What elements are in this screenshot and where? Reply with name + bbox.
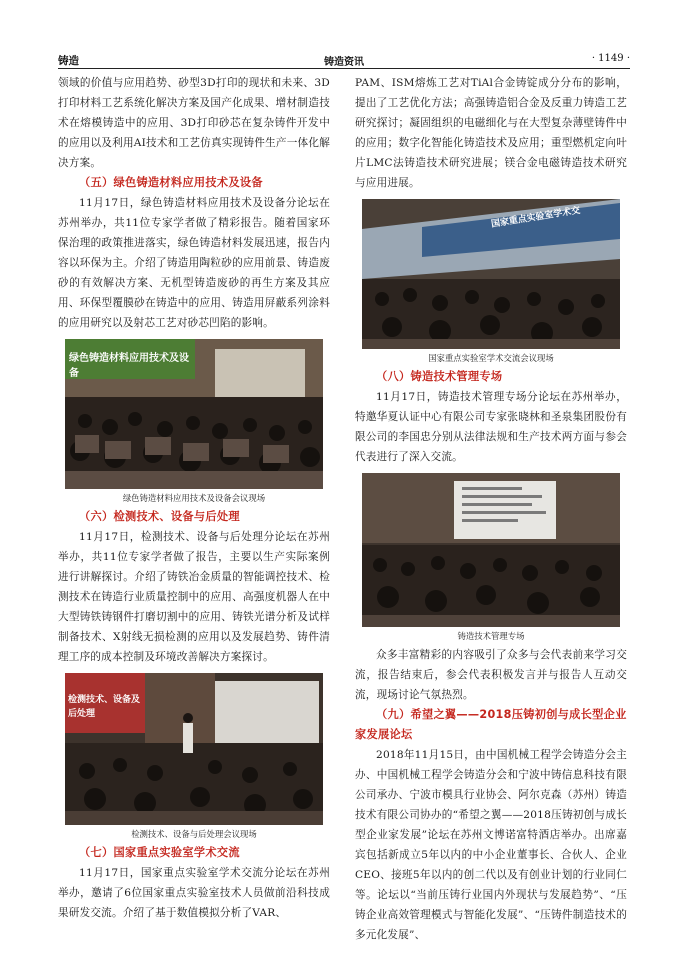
section-7-heading: （七）国家重点实验室学术交流 bbox=[79, 846, 240, 859]
green-materials-photo bbox=[65, 339, 323, 489]
section-5-heading: （五）绿色铸造材料应用技术及设备 bbox=[79, 176, 263, 189]
closing-paragraph: 众多丰富精彩的内容吸引了众多与会代表前来学习交流，报告结束后，参会代表积极发言并与报告人互动交流，现场讨论气氛热烈。 bbox=[355, 649, 627, 701]
running-header bbox=[58, 52, 630, 68]
section-5-body: 11月17日，绿色铸造材料应用技术及设备分论坛在苏州举办，共11位专家学者做了精彩报告。随着国家环保治理的政策推进落实，绿色铸造材料发展迅速，报告内容以环保为主。介绍了铸造用陶粒砂的应用前景、铸造废砂的有效解决方案、无机型铸造废砂的再生方案及其应用、环保型覆膜砂在铸造中的应用、铸造用屏蔽系列涂料的应用研究以及射芯工艺对砂芯凹陷的影响。 bbox=[58, 197, 330, 329]
intro-paragraph: 领域的价值与应用趋势、砂型3D打印的现状和未来、3D打印材料工艺系统化解决方案及国产化成果、增材制造技术在熔模铸造中的应用、3D打印砂芯在复杂铸件开发中的应用以及利用AI技术和工艺仿真实现铸件生产一体化解决方案。 bbox=[58, 77, 330, 169]
right-column bbox=[355, 73, 627, 945]
key-lab-photo bbox=[362, 199, 620, 349]
section-7-continued: PAM、ISM熔炼工艺对TiAl合金铸锭成分分布的影响，提出了工艺优化方法；高强铸造铝合金及反重力铸造工艺研究探讨；凝固组织的电磁细化与在大型复杂薄壁铸件中的应用；数字化智能化铸造技术及应用；重型燃机定向叶片LMC法铸造技术研究进展；镁合金电磁铸造技术研究与应用进展。 bbox=[355, 77, 627, 189]
inspection-photo bbox=[65, 673, 323, 825]
photo-caption: 检测技术、设备与后处理会议现场 bbox=[131, 829, 257, 839]
page-number: · 1149 · bbox=[591, 53, 630, 64]
section-9-heading-line2: 家发展论坛 bbox=[355, 728, 413, 741]
section-9-heading bbox=[355, 705, 627, 745]
photo-caption: 铸造技术管理专场 bbox=[457, 631, 525, 641]
section-name: 铸造资讯 bbox=[324, 57, 364, 68]
section-9-body: 2018年11月15日，由中国机械工程学会铸造分会主办、中国机械工程学会铸造分会和宁波中铸信息科技有限公司承办、宁波市模具行业协会、阿尔克森（苏州）铸造技术有限公司协办的“希望之翼——2018压铸初创与成长型企业家发展”论坛在苏州文博诺富特酒店举办。出席嘉宾包括新成立5年以内的中小企业董事长、合伙人、企业CEO、接班5年以内的创二代以及有创业计划的行业同仁等。论坛以“当前压铸行业国内外现状与发展趋势”、“压铸企业高效管理模式与智能化发展”、“压铸件制造技术的多元化发展”、 bbox=[355, 749, 627, 941]
left-column bbox=[58, 73, 330, 923]
section-7-body: 11月17日，国家重点实验室学术交流分论坛在苏州举办，邀请了6位国家重点实验室技术人员做前沿科技成果研发交流。介绍了基于数值模拟分析了VAR、 bbox=[58, 867, 330, 919]
journal-name: 铸造 bbox=[58, 55, 79, 67]
section-8-heading: （八）铸造技术管理专场 bbox=[376, 370, 503, 383]
photo-caption: 绿色铸造材料应用技术及设备会议现场 bbox=[122, 493, 266, 503]
section-6-body: 11月17日，检测技术、设备与后处理分论坛在苏州举办，共11位专家学者做了报告，主要以生产实际案例进行讲解探讨。介绍了铸铁冶金质量的智能调控技术、检测技术在铸造行业质量控制中的应用、高强度机器人在中大型铸铁铸钢件打磨切割中的应用、铸铁光谱分析及试样制备技术、X射线无损检测的应用以及发展趋势、铸件清理工序的成本控制及环境改善解决方案探讨。 bbox=[58, 531, 330, 663]
section-6-heading: （六）检测技术、设备与后处理 bbox=[79, 510, 240, 523]
photo-banner-text: 绿色铸造材料应用技术及设备 bbox=[69, 353, 189, 379]
header-rule bbox=[58, 68, 630, 69]
section-8-body: 11月17日，铸造技术管理专场分论坛在苏州举办，特邀华夏认证中心有限公司专家张晓林和圣泉集团股份有限公司的李国忠分别从法律法规和生产技术两方面与参会代表进行了深入交流。 bbox=[355, 391, 627, 463]
management-photo bbox=[362, 473, 620, 627]
section-9-heading-line1: （九）希望之翼——2018压铸初创与成长型企业 bbox=[376, 708, 627, 721]
photo-caption: 国家重点实验室学术交流会议现场 bbox=[428, 353, 554, 363]
photo-banner-text: 国家重点实验室学术交 bbox=[490, 205, 581, 230]
photo-banner-text: 检测技术、设备及后处理 bbox=[68, 695, 141, 719]
